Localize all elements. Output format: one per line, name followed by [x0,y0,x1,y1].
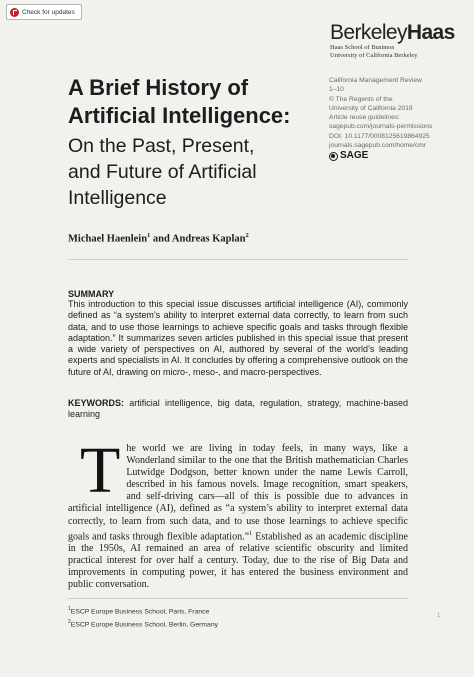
footnotes [68,604,408,631]
page-number: 1 [437,613,441,619]
reference-mark[interactable]: 1 [249,529,253,537]
keywords-label: KEYWORDS: [68,398,124,408]
journal-name: California Management Review [329,77,422,84]
title-main-line: A Brief History of [68,75,249,100]
sage-label: SAGE [340,150,369,162]
page-range: 1–10 [329,86,344,94]
brand-university: University of California Berkeley [330,51,418,59]
check-for-updates-label: Check for updates [22,8,75,16]
body-text: he world we are living in today feels, in many ways, like a Wonderland similar to the one that the British mathematician Charles Lutwidge Dodgson, better known under the name Lewis Carroll, described in his famous novels. Image recognition, smart speakers, and self-driving cars—all of this is possible due to advances in artificial intelligence (AI), defined as “a system’s ability to interpret external data correctly, to learn from such data, and to use those learnings to achieve specific goals and tasks through flexible adaptation.” [68,443,408,542]
logo-part-haas: Haas [406,21,455,44]
sage-icon [329,152,338,161]
brand-block [330,22,470,59]
footnote-item [68,617,408,630]
authors [68,232,249,245]
footnote-item [68,604,408,617]
affiliation-mark: 2 [245,232,249,239]
copyright-line: © The Regents of the [329,95,393,103]
keywords [68,398,408,421]
drop-cap: T [80,434,121,507]
summary-text: This introduction to this special issue discusses artificial intelligence (AI), commonly defined as “a system’s ability to interpret external data correctly, to learn from such data, and to use those learnings to achieve specific goals and tasks through flexible adaptation.” It summarizes seven articles published in this special issue that present a wide variety of perspectives on AI, authored by several of the world’s leading experts and specialists in AI. It concludes by offering a comprehensive outlook on the future of AI, drawing on micro-, meso-, and macro-perspectives. [68,299,408,377]
sage-logo [329,151,469,160]
footnote-text: ESCP Europe Business School, Paris, France [70,608,210,616]
title-main [68,74,323,130]
title-subtitle [68,133,323,211]
permissions-link[interactable]: sagepub.com/journals-permissions [329,123,433,131]
author-name: Andreas Kaplan [171,233,246,245]
footnote-divider [68,598,408,599]
title-main-line: Artificial Intelligence: [68,103,291,128]
subtitle-line: On the Past, Present, [68,135,255,157]
keywords-text: artificial intelligence, big data, regulation, strategy, machine-based learning [68,398,408,420]
subtitle-line: and Future of Artificial [68,161,257,183]
affiliation-mark: 1 [147,232,151,239]
berkeley-haas-logo [330,22,470,44]
article-title [68,74,323,211]
body-text-continued: Established as an academic discipline in the 1950s, AI remained an area of relative scientific obscurity and limited practical interest for over half a century. Today, due to the rise of Big Data and improvements in computing power, it has entered the business environment and public conversation. [68,530,408,591]
update-icon [10,8,19,17]
reuse-label: Article reuse guidelines: [329,114,400,122]
brand-school: Haas School of Business [330,44,395,51]
check-for-updates-badge[interactable] [6,4,82,20]
divider [68,259,408,260]
author-name: Michael Haenlein [68,233,148,245]
body-paragraph [68,434,408,591]
journal-home-link[interactable]: journals.sagepub.com/home/cmr [329,142,427,150]
logo-part-berkeley: Berkeley [330,21,407,44]
footnote-mark: 1 [68,606,71,612]
journal-meta [329,76,469,161]
doi-link[interactable]: DOI: 10.1177/0008125619864925 [329,132,430,140]
author-conjunction: and [150,233,172,245]
footnote-text: ESCP Europe Business School, Berlin, Germany [70,621,218,629]
footnote-mark: 2 [68,619,71,626]
copyright-line: University of California 2019 [329,104,413,112]
summary-heading: SUMMARY [68,289,115,299]
subtitle-line: Intelligence [68,187,167,209]
